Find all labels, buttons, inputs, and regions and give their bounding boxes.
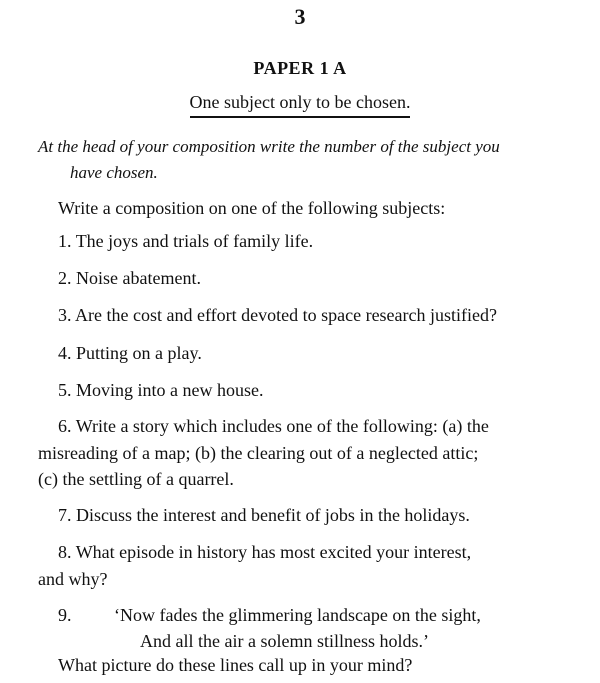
item-text: Discuss the interest and benefit of jobs in the holidays.	[76, 505, 470, 525]
item-text: Noise abatement.	[76, 268, 201, 288]
paper-title: PAPER 1 A	[253, 58, 347, 78]
item-number: 2.	[58, 268, 72, 288]
quote-line-1: ‘Now fades the glimmering landscape on the sight,	[114, 605, 481, 625]
instruction	[38, 134, 583, 186]
subject-item-5	[58, 377, 263, 404]
subject-item-1	[58, 228, 313, 255]
subject-item-9-number: 9.	[58, 605, 72, 625]
subject-item-7	[58, 502, 470, 529]
item-text: The joys and trials of family life.	[75, 231, 314, 251]
subject-item-4	[58, 340, 202, 367]
instruction-line-1: At the head of your composition write the number of the subject you	[38, 137, 500, 156]
subject-item-6-line-2: misreading of a map; (b) the clearing out of a neglected attic;	[38, 443, 479, 463]
final-question: What picture do these lines call up in your mind?	[58, 655, 413, 675]
item-number: 3.	[58, 305, 72, 325]
item-number: 8.	[58, 542, 72, 562]
subtitle: One subject only to be chosen.	[190, 92, 411, 118]
lead-text: Write a composition on one of the following subjects:	[58, 198, 446, 218]
subject-item-3	[58, 302, 497, 329]
item-number: 5.	[58, 380, 72, 400]
item-text: Putting on a play.	[76, 343, 202, 363]
instruction-line-2: have chosen.	[70, 163, 158, 182]
item-number: 4.	[58, 343, 72, 363]
page-number: 3	[294, 4, 306, 29]
item-text: What episode in history has most excited your interest,	[75, 542, 472, 562]
subject-item-8-line-1	[58, 539, 471, 566]
item-number: 7.	[58, 505, 72, 525]
quote-line-2: And all the air a solemn stillness holds.’	[140, 631, 429, 651]
item-text: Are the cost and effort devoted to space research justified?	[75, 305, 498, 325]
subject-item-8-line-2: and why?	[38, 569, 108, 589]
subject-item-6-line-3: (c) the settling of a quarrel.	[38, 469, 234, 489]
item-number: 6.	[58, 416, 72, 436]
subject-item-2	[58, 265, 201, 292]
item-text: Write a story which includes one of the following: (a) the	[75, 416, 489, 436]
subtitle-wrap	[0, 92, 600, 118]
subject-item-6-line-1	[58, 413, 489, 440]
item-number: 1.	[58, 231, 72, 251]
item-text: Moving into a new house.	[76, 380, 264, 400]
